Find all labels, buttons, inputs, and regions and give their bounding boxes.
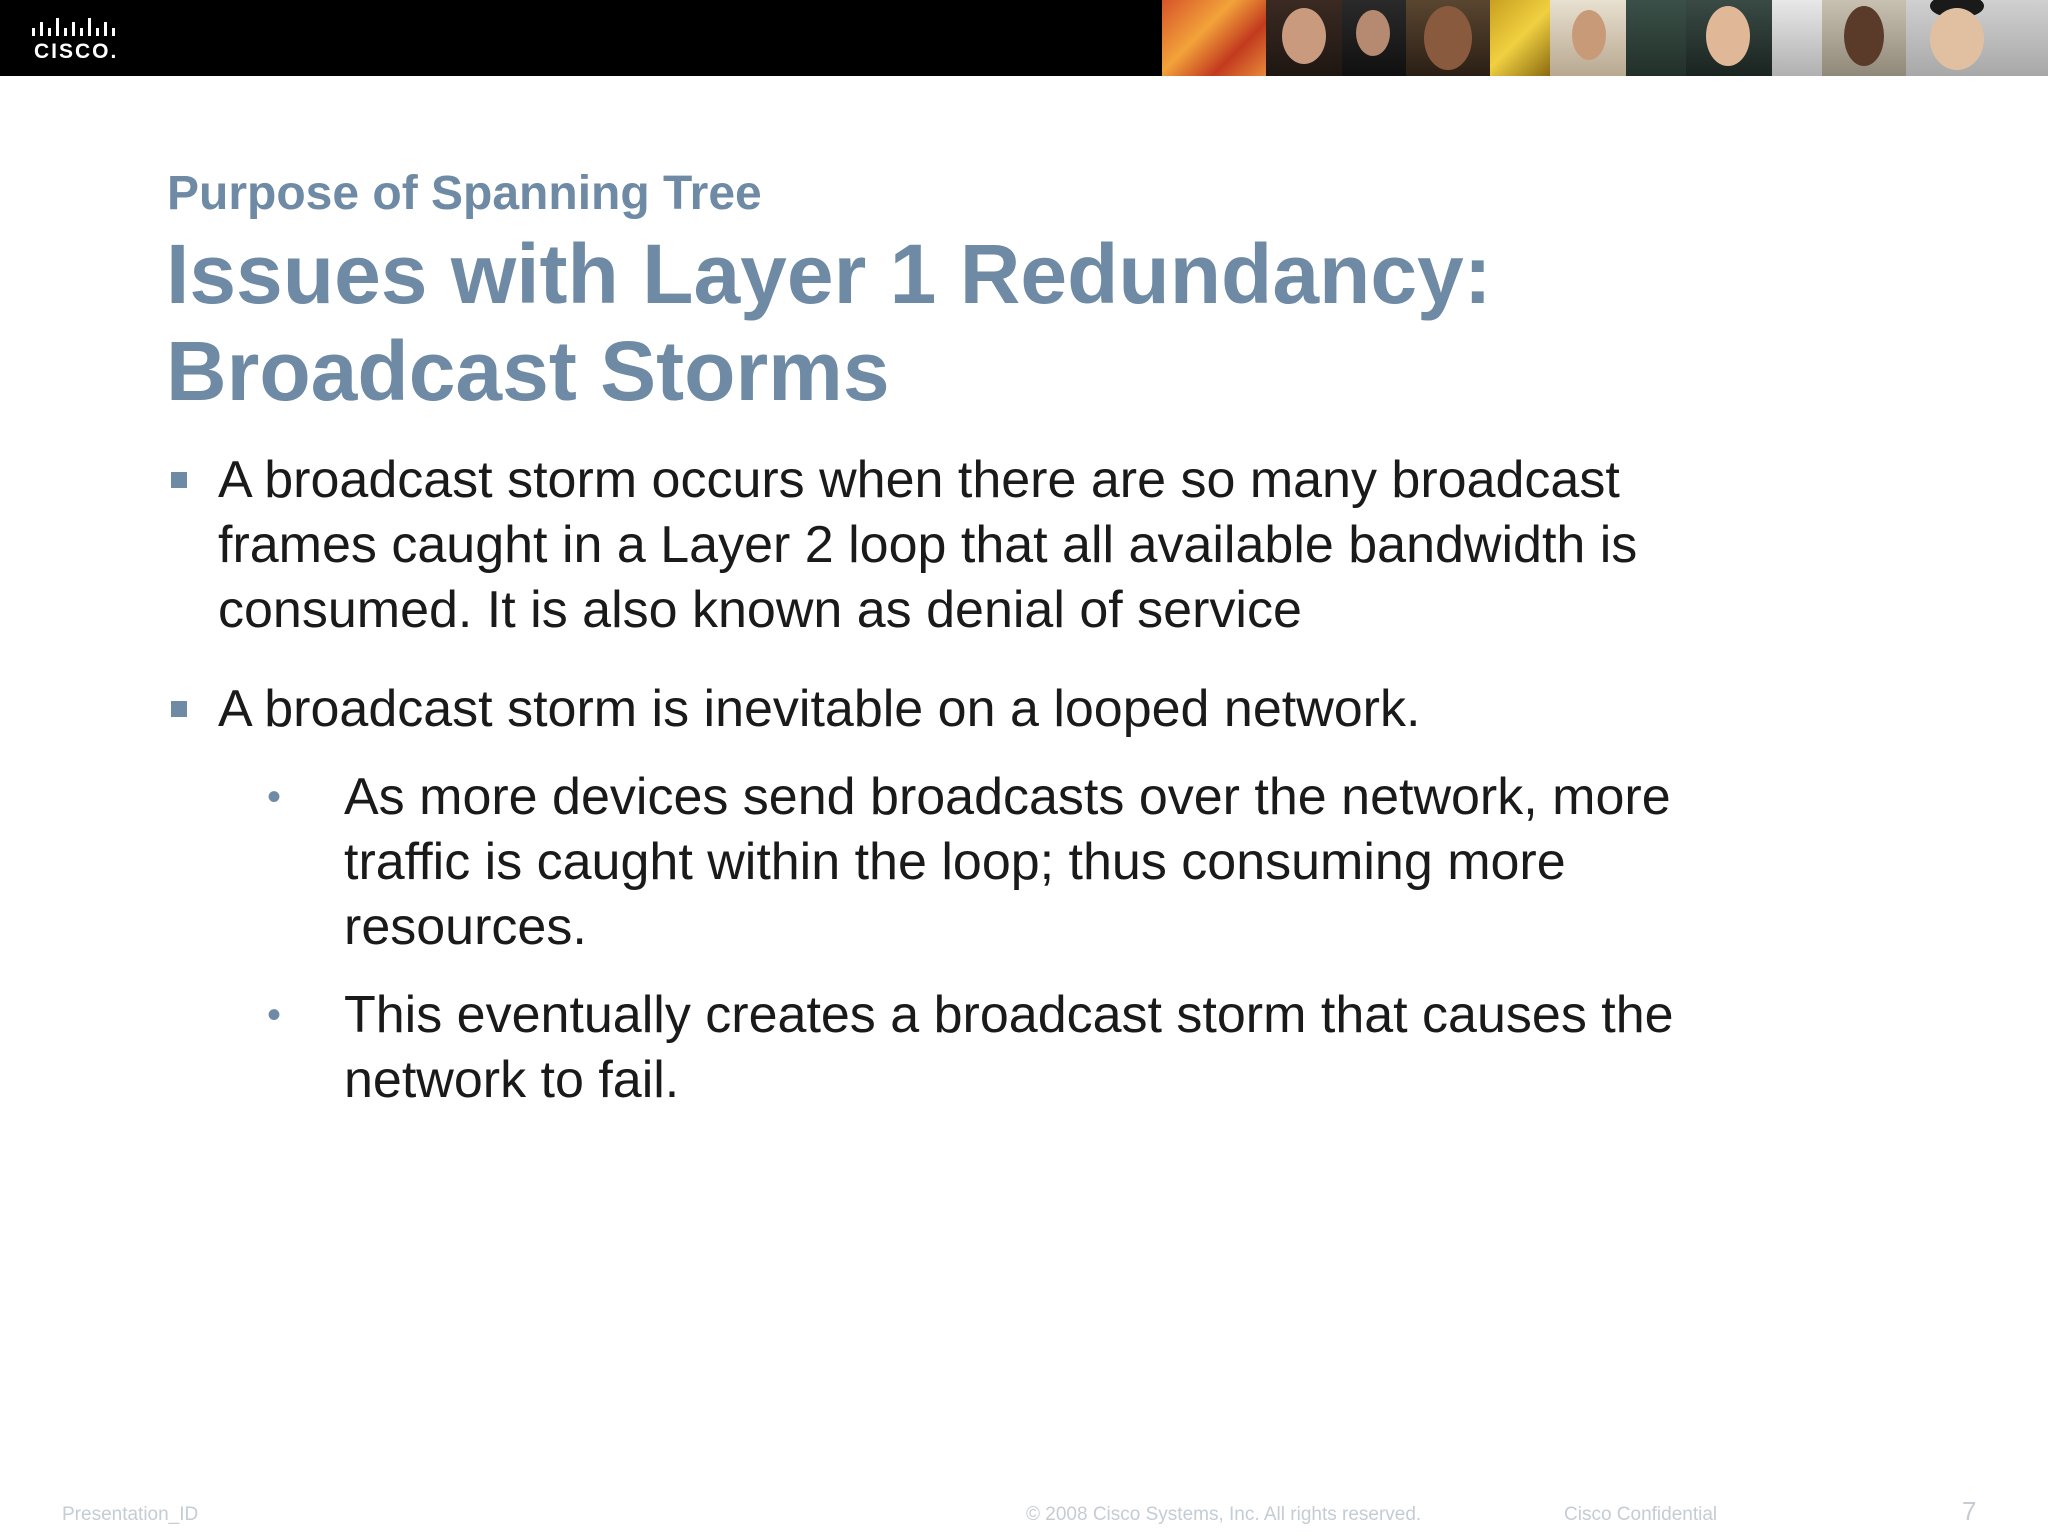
sub-bullet-dot-icon: • xyxy=(267,993,282,1037)
header-photo-abstract xyxy=(1490,0,1550,76)
sub-bullet-line: This eventually creates a broadcast storm that causes the xyxy=(344,986,1674,1044)
header-photo-person xyxy=(1342,0,1406,76)
sub-bullet-line: network to fail. xyxy=(344,1051,680,1109)
sub-bullet-dot-icon: • xyxy=(267,775,282,819)
header-photo-chalkboard xyxy=(1626,0,1686,76)
sub-bullet-line: As more devices send broadcasts over the network, more xyxy=(344,768,1671,826)
footer-confidential: Cisco Confidential xyxy=(1564,1504,1718,1525)
sub-bullet-item xyxy=(344,983,1674,1113)
cisco-logo-text: CISCO. xyxy=(34,40,119,63)
header-photo-person xyxy=(1822,0,1906,76)
header-photo-person xyxy=(1686,0,1772,76)
cisco-bridge-icon xyxy=(30,16,120,40)
sub-bullet-item xyxy=(344,765,1671,960)
bullet-square-icon xyxy=(171,701,187,717)
bullet-line: A broadcast storm is inevitable on a looped network. xyxy=(218,680,1421,738)
bullet-line: consumed. It is also known as denial of service xyxy=(218,581,1302,639)
slide-title-line: Broadcast Storms xyxy=(166,324,890,418)
header-photo-abstract xyxy=(1772,0,1822,76)
bullet-line: frames caught in a Layer 2 loop that all available bandwidth is xyxy=(218,516,1638,574)
header-photo-person xyxy=(1550,0,1626,76)
footer-presentation-id: Presentation_ID xyxy=(62,1504,199,1525)
footer-copyright: © 2008 Cisco Systems, Inc. All rights reserved. xyxy=(1026,1504,1422,1525)
bullet-square-icon xyxy=(171,472,187,488)
cisco-logo xyxy=(30,16,120,62)
sub-bullet-line: resources. xyxy=(344,898,587,956)
header-photo-person xyxy=(1266,0,1342,76)
header-photo-abstract xyxy=(1162,0,1266,76)
header-photo-strip xyxy=(1162,0,2048,76)
header-photo-person xyxy=(1406,0,1490,76)
page-number: 7 xyxy=(1962,1496,1977,1526)
bullet-item xyxy=(218,677,1420,742)
sub-bullet-line: traffic is caught within the loop; thus consuming more xyxy=(344,833,1566,891)
bullet-line: A broadcast storm occurs when there are so many broadcast xyxy=(218,451,1620,509)
bullet-item xyxy=(218,448,1637,643)
slide-subtitle: Purpose of Spanning Tree xyxy=(167,167,762,220)
slide-title xyxy=(166,226,1492,420)
slide-title-line: Issues with Layer 1 Redundancy: xyxy=(166,227,1492,321)
header-bar xyxy=(0,0,2048,76)
header-photo-person xyxy=(1906,0,2048,76)
